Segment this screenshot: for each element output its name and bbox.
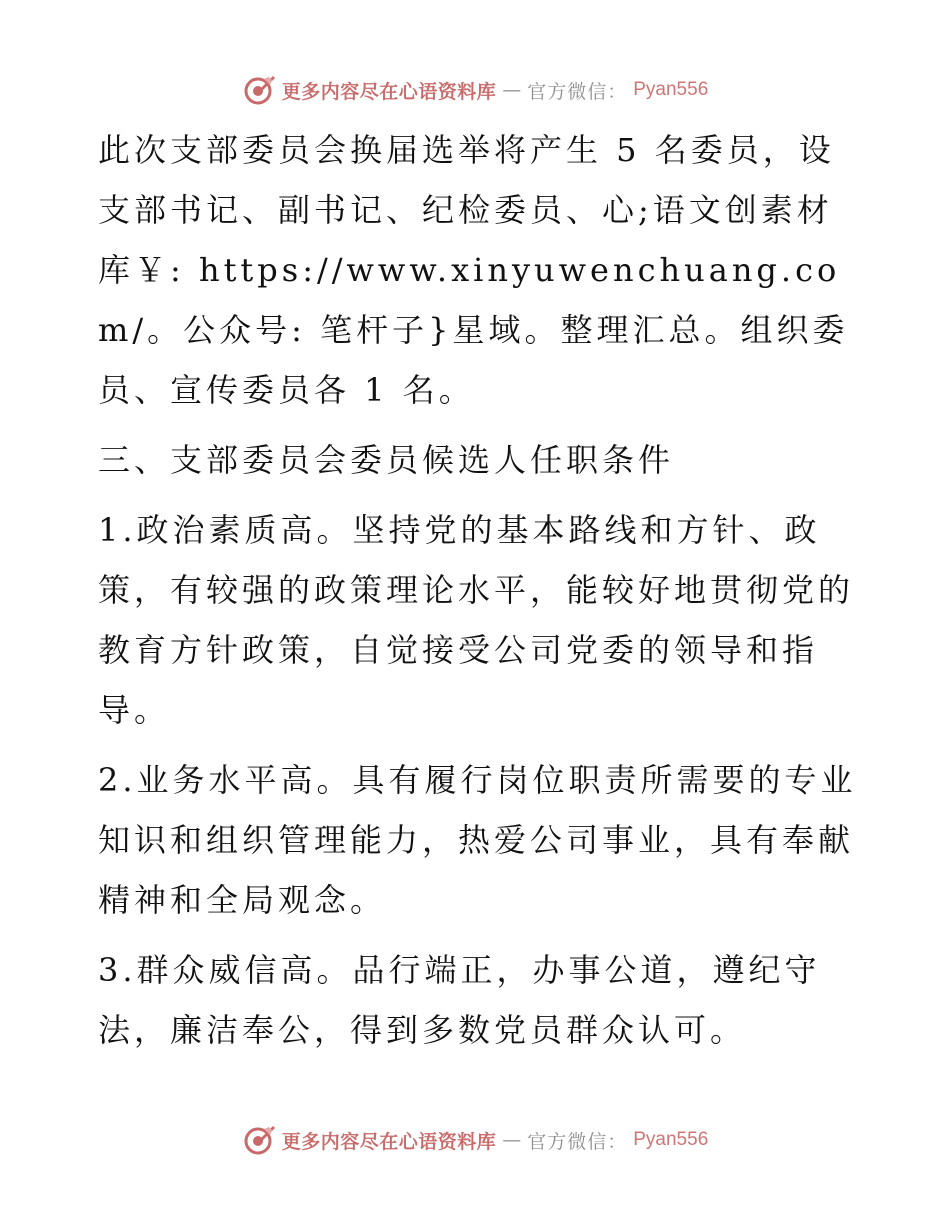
watermark-wechat-id: Pyan556	[633, 1129, 709, 1150]
watermark-text: 更多内容尽在心语资料库	[281, 1130, 497, 1153]
section-heading-conditions: 三、支部委员会委员候选人任职条件	[98, 441, 675, 479]
header-watermark-inner	[242, 73, 709, 107]
watermark-wechat-id: Pyan556	[633, 79, 709, 100]
paragraph-condition-1: 1.政治素质高。坚持党的基本路线和方针、政策，有较强的政策理论水平，能较好地贯彻党的教育方针政策，自觉接受公司党委的领导和指导。	[98, 511, 855, 729]
footer-watermark	[0, 1120, 950, 1160]
pen-circle-logo-icon	[242, 1123, 276, 1157]
paragraph-election-intro: 此次支部委员会换届选举将产生 5 名委员，设支部书记、副书记、纪检委员、心;语文创素材库￥: https://www.xinyuwenchuang.com/。公众号: 笔杆子}星域。整理汇总。组织委员、宣传委员各 1 名。	[98, 131, 849, 409]
watermark-wechat-label: 官方微信：	[527, 80, 628, 103]
header-watermark	[0, 70, 950, 110]
document-body	[98, 120, 858, 1070]
watermark-wechat-label: 官方微信：	[527, 1130, 628, 1153]
footer-watermark-inner	[242, 1123, 709, 1157]
paragraph-condition-3: 3.群众威信高。品行端正，办事公道，遵纪守法，廉洁奉公，得到多数党员群众认可。	[98, 951, 821, 1049]
watermark-text: 更多内容尽在心语资料库	[281, 80, 497, 103]
pen-circle-logo-icon	[242, 73, 276, 107]
paragraph-condition-2: 2.业务水平高。具有履行岗位职责所需要的专业知识和组织管理能力，热爱公司事业，具有奉献精神和全局观念。	[98, 761, 857, 919]
watermark-dash: —	[502, 79, 522, 101]
watermark-dash: —	[502, 1129, 522, 1151]
